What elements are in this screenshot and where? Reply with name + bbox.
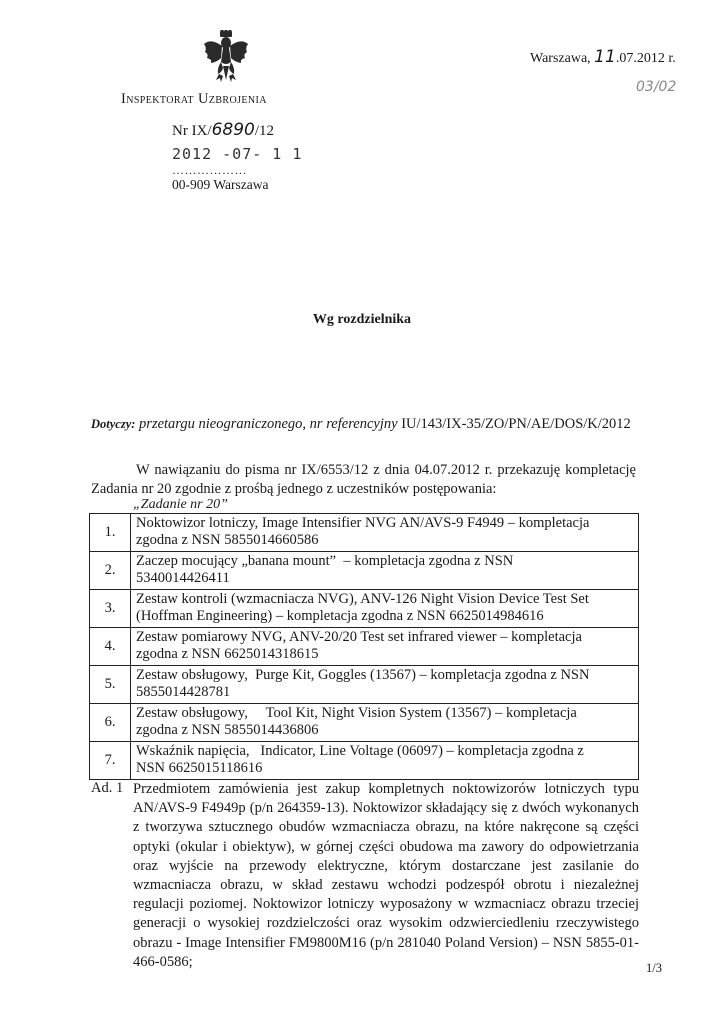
- item-description-line-2: 5855014428781: [136, 684, 231, 700]
- ad1-paragraph: Przedmiotem zamówienia jest zakup kompletnych noktowizorów lotniczych typu AN/AVS-9 F4949p (p/n 264359-13). Noktowizor składający się z dwóch wykonanych z tworzywa sztucznego obudów wzmacniacza obrazu, na które nakręcone są części optyki (okular i obiektyw), w górnej części obudowa ma zawory do odpowietrzania oraz wyjście na przewody elektryczne, którym dostarczane jest zasilanie do wzmacniacza obrazu, w skład zestawu wchodzi podzespół obrotu i niezależnej regulacji poziomej. Noktowizor lotniczy wyposażony w wzmacniacz obrazu trzeciej generacji o wysokiej rozdzielczości oraz wysokim odzwierciedleniu rzeczywistego obrazu - Image Intensifier FM9800M16 (p/n 281040 Poland Version) – NSN 5855-01-466-0586;: [133, 781, 639, 970]
- subject-line: [91, 416, 631, 433]
- table-row: [90, 704, 639, 742]
- reference-suffix: /12: [254, 123, 275, 139]
- item-number: 7.: [90, 742, 131, 780]
- table-row: [90, 666, 639, 704]
- item-description-line-1: Noktowizor lotniczy, Image Intensifier NVG AN/AVS-9 F4949 – kompletacja: [136, 515, 590, 531]
- item-description-line-1: Zestaw kontroli (wzmacniacza NVG), ANV-126 Night Vision Device Test Set: [136, 591, 589, 607]
- handwritten-corner-note: 03/02: [636, 79, 677, 95]
- item-description-line-2: NSN 6625015118616: [136, 760, 263, 776]
- institution-address: 00-909 Warszawa: [172, 177, 269, 192]
- item-number: 2.: [90, 552, 131, 590]
- item-description: [131, 666, 639, 704]
- item-description-line-2: zgodna z NSN 6625014318615: [136, 646, 319, 662]
- intro-line-1: W nawiązaniu do pisma nr IX/6553/12 z dnia 04.07.2012 r. przekazuję kompletację: [136, 462, 636, 478]
- item-description: [131, 628, 639, 666]
- item-description: [131, 704, 639, 742]
- date-day-handwritten: 11: [594, 47, 616, 67]
- item-description-line-1: Zestaw obsługowy, Purge Kit, Goggles (13567) – kompletacja zgodna z NSN: [136, 667, 590, 683]
- date-stamp: 2012 -07- 1 1: [172, 145, 303, 163]
- table-row: [90, 628, 639, 666]
- task-label: „Zadanie nr 20”: [133, 497, 228, 512]
- item-description: [131, 514, 639, 552]
- item-number: 5.: [90, 666, 131, 704]
- table-row: [90, 552, 639, 590]
- item-description: [131, 552, 639, 590]
- reference-prefix: Nr IX/: [172, 123, 212, 139]
- item-description-line-2: zgodna z NSN 5855014660586: [136, 532, 319, 548]
- intro-line-2: Zadania nr 20 zgodnie z prośbą jednego z uczestników postępowania:: [91, 481, 497, 497]
- intro-paragraph: [91, 461, 636, 499]
- date-city: Warszawa,: [530, 51, 591, 66]
- subject-text: przetargu nieograniczonego, nr referencyjny: [139, 416, 398, 432]
- item-description-line-1: Zestaw obsługowy, Tool Kit, Night Vision System (13567) – kompletacja: [136, 705, 577, 721]
- reference-number: [172, 120, 274, 140]
- date-month-year: .07.2012 r.: [615, 51, 676, 66]
- item-number: 1.: [90, 514, 131, 552]
- subject-reference: IU/143/IX-35/ZO/PN/AE/DOS/K/2012: [401, 416, 631, 432]
- item-description-line-2: 5340014426411: [136, 570, 230, 586]
- subject-label: Dotyczy:: [91, 417, 136, 431]
- item-number: 3.: [90, 590, 131, 628]
- item-description-line-1: Zaczep mocujący „banana mount” – kompletacja zgodna z NSN: [136, 553, 514, 569]
- item-number: 4.: [90, 628, 131, 666]
- table-row: [90, 590, 639, 628]
- page-number: 1/3: [646, 961, 662, 975]
- dotted-line: ………………: [172, 163, 247, 177]
- polish-eagle-emblem-icon: [203, 30, 249, 84]
- table-row: [90, 742, 639, 780]
- institution-name: Inspektorat Uzbrojenia: [121, 91, 267, 107]
- letter-date: [530, 47, 676, 67]
- table-row: [90, 514, 639, 552]
- items-table: [89, 513, 639, 780]
- item-number: 6.: [90, 704, 131, 742]
- recipient-line: Wg rozdzielnika: [312, 312, 412, 327]
- reference-number-handwritten: 6890: [211, 120, 255, 140]
- item-description-line-2: (Hoffman Engineering) – kompletacja zgodna z NSN 6625014984616: [136, 608, 544, 624]
- item-description-line-2: zgodna z NSN 5855014436806: [136, 722, 319, 738]
- item-description: [131, 590, 639, 628]
- item-description: [131, 742, 639, 780]
- item-description-line-1: Wskaźnik napięcia, Indicator, Line Voltage (06097) – kompletacja zgodna z: [136, 743, 584, 759]
- items-table-body: [90, 514, 639, 780]
- item-description-line-1: Zestaw pomiarowy NVG, ANV-20/20 Test set infrared viewer – kompletacja: [136, 629, 582, 645]
- ad1-label: Ad. 1: [91, 780, 124, 796]
